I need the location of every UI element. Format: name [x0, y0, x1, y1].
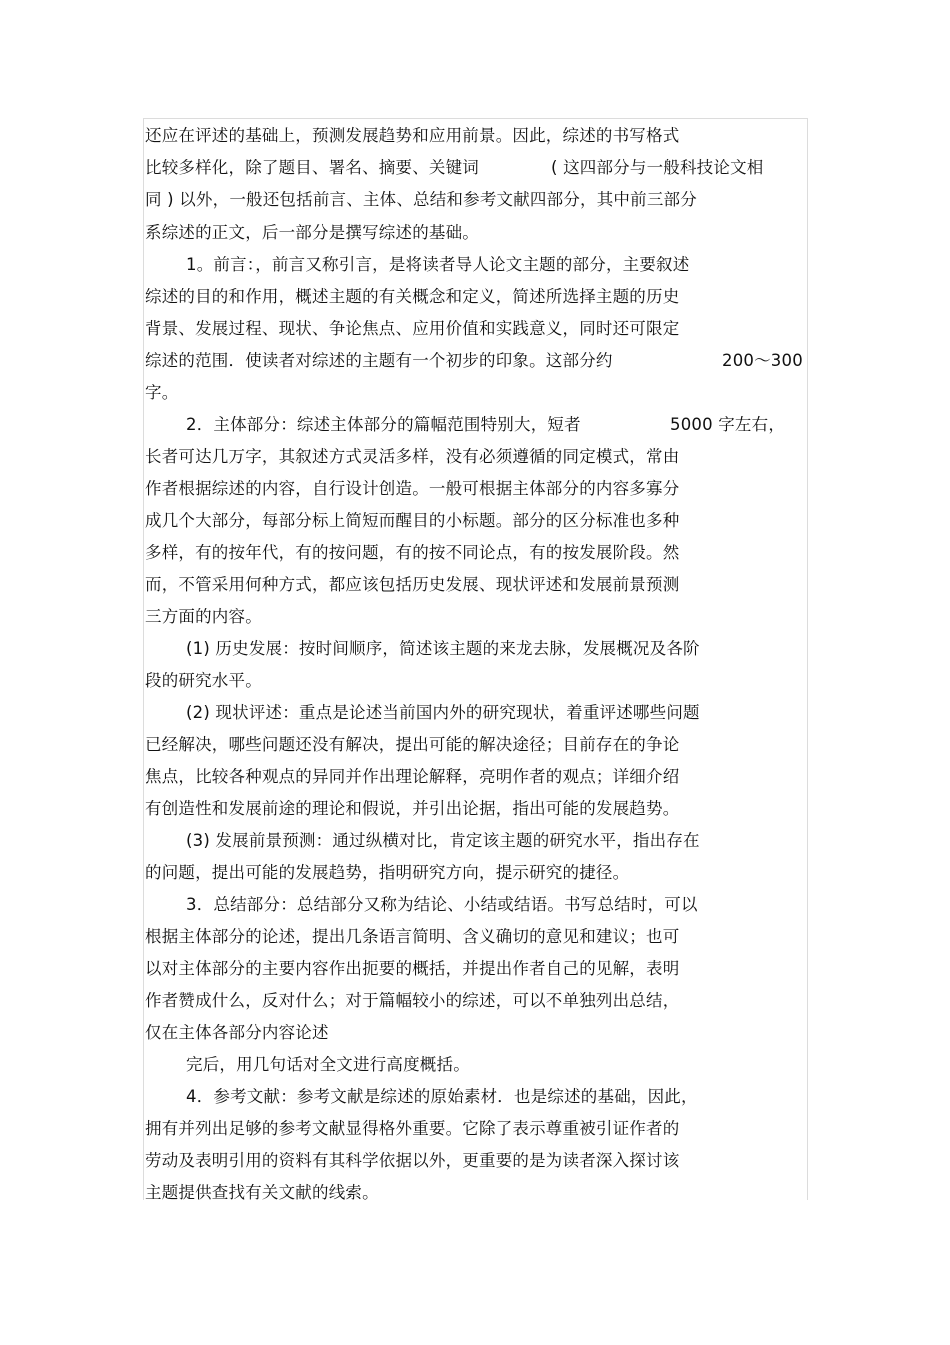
text-line: 综述的范围．使读者对综述的主题有一个初步的印象。这部分约 [145, 351, 613, 370]
text-line: 字。 [145, 383, 179, 402]
text-line: 劳动及表明引用的资料有其科学依据以外，更重要的是为读者深入探讨该 [145, 1151, 680, 1170]
text-line: 以对主体部分的主要内容作出扼要的概括，并提出作者自己的见解，表明 [145, 959, 680, 978]
text-line: 主题提供查找有关文献的线索。 [145, 1183, 379, 1202]
text-line: 作者赞成什么，反对什么；对于篇幅较小的综述，可以不单独列出总结， [145, 991, 680, 1010]
text-line: 比较多样化，除了题目、署名、摘要、关键词 [145, 158, 479, 177]
text-line: 背景、发展过程、现状、争论焦点、应用价值和实践意义，同时还可限定 [145, 319, 680, 338]
text-line: ( 这四部分与一般科技论文相 [551, 158, 764, 177]
text-line: 根据主体部分的论述，提出几条语言简明、含义确切的意见和建议；也可 [145, 927, 680, 946]
text-line: 三方面的内容。 [145, 607, 262, 626]
page-frame-right [807, 118, 808, 1200]
text-line: 成几个大部分，每部分标上简短而醒目的小标题。部分的区分标准也多种 [145, 511, 680, 530]
text-line: 2．主体部分：综述主体部分的篇幅范围特别大，短者 [186, 415, 581, 434]
page-frame-left [143, 118, 144, 1200]
text-line: 拥有并列出足够的参考文献显得格外重要。它除了表示尊重被引证作者的 [145, 1119, 680, 1138]
text-line: 有创造性和发展前途的理论和假说，并引出论据，指出可能的发展趋势。 [145, 799, 680, 818]
text-line: 长者可达几万字，其叙述方式灵活多样，没有必须遵循的同定模式，常由 [145, 447, 680, 466]
text-line: 系综述的正文，后一部分是撰写综述的基础。 [145, 223, 479, 242]
page-frame-top [143, 118, 808, 119]
text-line: 综述的目的和作用，概述主题的有关概念和定义，简述所选择主题的历史 [145, 287, 680, 306]
text-line: 完后，用几句话对全文进行高度概括。 [186, 1055, 470, 1074]
text-line: 已经解决，哪些问题还没有解决，提出可能的解决途径；目前存在的争论 [145, 735, 680, 754]
text-line: 的问题，提出可能的发展趋势，指明研究方向，提示研究的捷径。 [145, 863, 630, 882]
text-line: 段的研究水平。 [145, 671, 262, 690]
text-line: (3) 发展前景预测：通过纵横对比，肯定该主题的研究水平，指出存在 [186, 831, 700, 850]
text-line: 仅在主体各部分内容论述 [145, 1023, 329, 1042]
text-line: 还应在评述的基础上，预测发展趋势和应用前景。因此，综述的书写格式 [145, 126, 680, 145]
text-line: 200～300 [722, 351, 803, 370]
text-line: 焦点，比较各种观点的异同并作出理论解释，亮明作者的观点；详细介绍 [145, 767, 680, 786]
text-line: 4．参考文献：参考文献是综述的原始素材．也是综述的基础，因此， [186, 1087, 698, 1106]
text-line: (2) 现状评述：重点是论述当前国内外的研究现状，着重评述哪些问题 [186, 703, 700, 722]
text-line: 1。前言：，前言又称引言，是将读者导人论文主题的部分，主要叙述 [186, 255, 690, 274]
text-line: 多样，有的按年代，有的按问题，有的按不同论点，有的按发展阶段。然 [145, 543, 680, 562]
text-line: 同 ) 以外，一般还包括前言、主体、总结和参考文献四部分，其中前三部分 [145, 190, 697, 209]
text-line: 3．总结部分：总结部分又称为结论、小结或结语。书写总结时，可以 [186, 895, 698, 914]
text-line: (1) 历史发展：按时间顺序，简述该主题的来龙去脉，发展概况及各阶 [186, 639, 700, 658]
text-line: 作者根据综述的内容，自行设计创造。一般可根据主体部分的内容多寡分 [145, 479, 680, 498]
text-line: 5000 字左右， [670, 415, 786, 434]
text-line: 而，不管采用何种方式，都应该包括历史发展、现状评述和发展前景预测 [145, 575, 680, 594]
